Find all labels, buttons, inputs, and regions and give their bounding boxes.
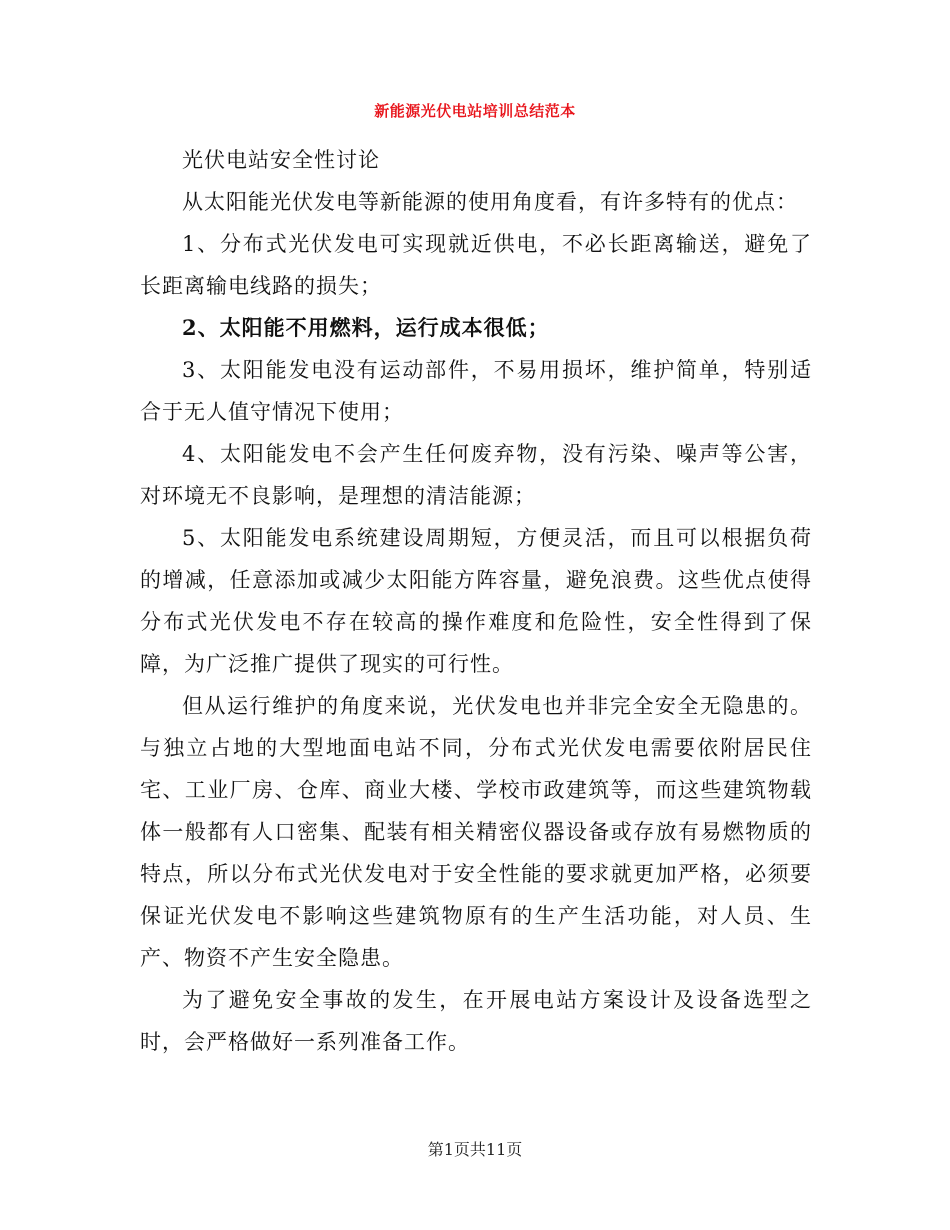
- list-item-1: 1、分布式光伏发电可实现就近供电，不必长距离输送，避免了长距离输电线路的损失；: [140, 232, 812, 298]
- list-item-4: 4、太阳能发电不会产生任何废弃物，没有污染、噪声等公害，对环境无不良影响，是理想的清洁能源；: [140, 442, 812, 508]
- section-heading: 光伏电站安全性讨论: [182, 148, 380, 172]
- page-number: 第1页共11页: [427, 1140, 523, 1159]
- list-item-2: 2、太阳能不用燃料，运行成本很低；: [182, 315, 550, 340]
- list-item-3: 3、太阳能发电没有运动部件，不易用损坏，维护简单，特别适合于无人值守情况下使用；: [140, 358, 812, 424]
- paragraph-maintenance: 但从运行维护的角度来说，光伏发电也并非完全安全无隐患的。与独立占地的大型地面电站不同，分布式光伏发电需要依附居民住宅、工业厂房、仓库、商业大楼、学校市政建筑等，而这些建筑物载体一般都有人口密集、配装有相关精密仪器设备或存放有易燃物质的特点，所以分布式光伏发电对于安全性能的要求就更加严格，必须要保证光伏发电不影响这些建筑物原有的生产生活功能，对人员、生产、物资不产生安全隐患。: [140, 694, 812, 970]
- paragraph-intro: 从太阳能光伏发电等新能源的使用角度看，有许多特有的优点：: [182, 190, 798, 214]
- list-item-5: 5、太阳能发电系统建设周期短，方便灵活，而且可以根据负荷的增减，任意添加或减少太阳能方阵容量，避免浪费。这些优点使得分布式光伏发电不存在较高的操作难度和危险性，安全性得到了保障，为广泛推广提供了现实的可行性。: [140, 526, 812, 676]
- document-title: 新能源光伏电站培训总结范本: [374, 102, 576, 120]
- paragraph-conclusion: 为了避免安全事故的发生，在开展电站方案设计及设备选型之时，会严格做好一系列准备工作。: [140, 988, 812, 1054]
